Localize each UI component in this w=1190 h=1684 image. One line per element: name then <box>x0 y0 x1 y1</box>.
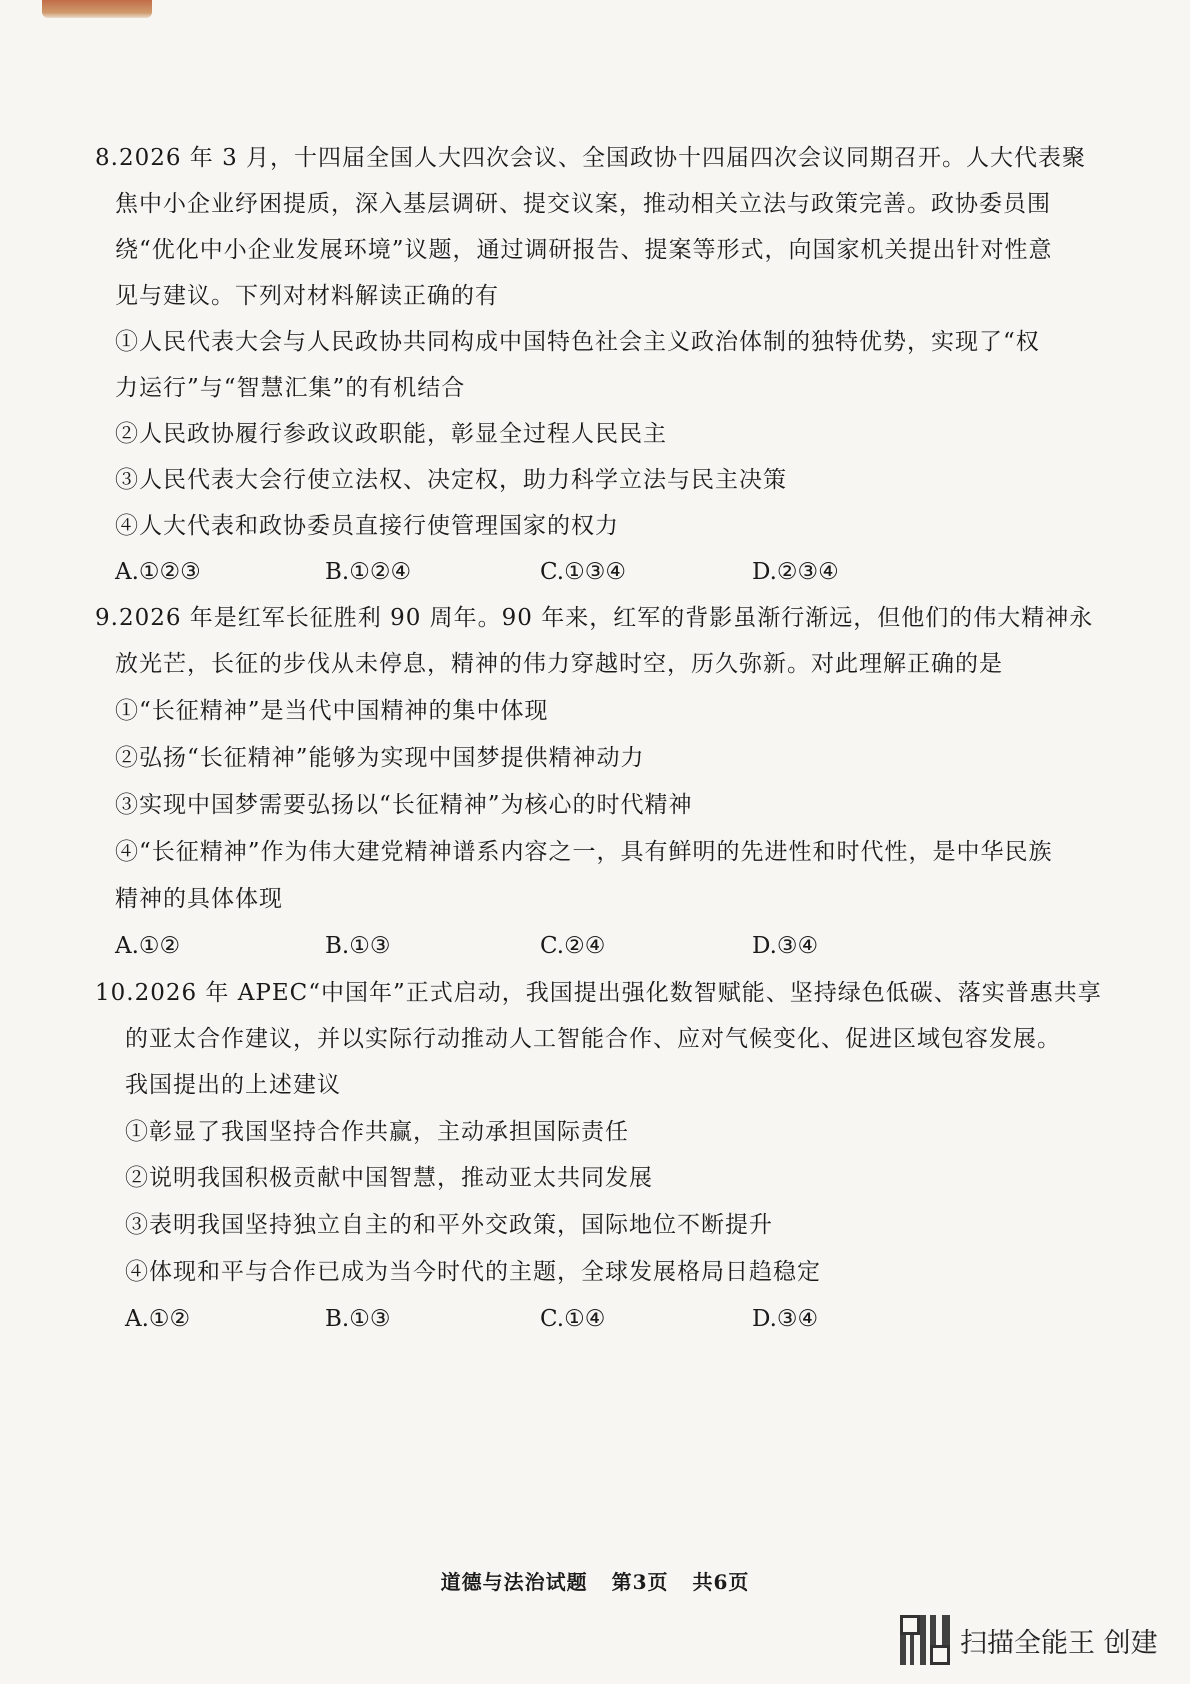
q8-statement-2: ②人民政协履行参政议政职能，彰显全过程人民民主 <box>115 421 667 447</box>
q8-stem-line-2: 焦中小企业纾困提质，深入基层调研、提交议案，推动相关立法与政策完善。政协委员围 <box>115 191 1051 217</box>
q9-statement-4: ④“长征精神”作为伟大建党精神谱系内容之一，具有鲜明的先进性和时代性，是中华民族 <box>115 839 1053 865</box>
q10-stem-line-1: 10.2026 年 APEC“中国年”正式启动，我国提出强化数智赋能、坚持绿色低碳、落实普惠共享 <box>95 980 1102 1006</box>
qr-code-icon <box>900 1615 950 1665</box>
footer-total-pages: 共6页 <box>692 1570 750 1594</box>
footer-page-number: 第3页 <box>611 1570 669 1594</box>
scanner-label: 扫描全能王 创建 <box>960 1627 1158 1659</box>
q8-statement-1-cont: 力运行”与“智慧汇集”的有机结合 <box>115 375 466 401</box>
q9-stem-line-1: 9.2026 年是红军长征胜利 90 周年。90 年来，红军的背影虽渐行渐远，但他们的伟大精神永 <box>95 605 1094 631</box>
q10-stem-line-3: 我国提出的上述建议 <box>125 1072 341 1098</box>
q8-statement-4: ④人大代表和政协委员直接行使管理国家的权力 <box>115 513 619 539</box>
footer-subject: 道德与法治试题 <box>440 1570 588 1594</box>
q10-choice-d: D.③④ <box>752 1306 819 1332</box>
q9-stem-line-2: 放光芒，长征的步伐从未停息，精神的伟力穿越时空，历久弥新。对此理解正确的是 <box>115 651 1003 677</box>
q9-choice-c: C.②④ <box>540 933 606 959</box>
q9-statement-3: ③实现中国梦需要弘扬以“长征精神”为核心的时代精神 <box>115 792 693 818</box>
q8-statement-3: ③人民代表大会行使立法权、决定权，助力科学立法与民主决策 <box>115 467 787 493</box>
q8-choice-a: A.①②③ <box>115 559 201 585</box>
q10-statement-1: ①彰显了我国坚持合作共赢，主动承担国际责任 <box>125 1119 629 1145</box>
q10-stem-line-2: 的亚太合作建议，并以实际行动推动人工智能合作、应对气候变化、促进区域包容发展。 <box>125 1026 1061 1052</box>
q10-statement-3: ③表明我国坚持独立自主的和平外交政策，国际地位不断提升 <box>125 1212 773 1238</box>
q10-statement-2: ②说明我国积极贡献中国智慧，推动亚太共同发展 <box>125 1165 653 1191</box>
q10-choice-a: A.①② <box>125 1306 191 1332</box>
q8-stem-line-4: 见与建议。下列对材料解读正确的有 <box>115 283 499 309</box>
q8-stem-line-3: 绕“优化中小企业发展环境”议题，通过调研报告、提案等形式，向国家机关提出针对性意 <box>115 237 1053 263</box>
q9-statement-2: ②弘扬“长征精神”能够为实现中国梦提供精神动力 <box>115 745 645 771</box>
q8-choice-d: D.②③④ <box>752 559 839 585</box>
q8-choice-c: C.①③④ <box>540 559 626 585</box>
q9-choice-d: D.③④ <box>752 933 819 959</box>
q8-statement-1: ①人民代表大会与人民政协共同构成中国特色社会主义政治体制的独特优势，实现了“权 <box>115 329 1040 355</box>
q10-statement-4: ④体现和平与合作已成为当今时代的主题，全球发展格局日趋稳定 <box>125 1259 821 1285</box>
q9-statement-4-cont: 精神的具体体现 <box>115 886 283 912</box>
q10-choice-c: C.①④ <box>540 1306 606 1332</box>
q8-stem-line-1: 8.2026 年 3 月，十四届全国人大四次会议、全国政协十四届四次会议同期召开。人大代表聚 <box>95 145 1087 171</box>
q9-choice-a: A.①② <box>115 933 181 959</box>
scanner-watermark <box>900 1615 1158 1665</box>
q9-choice-b: B.①③ <box>325 933 391 959</box>
q10-choice-b: B.①③ <box>325 1306 391 1332</box>
q9-statement-1: ①“长征精神”是当代中国精神的集中体现 <box>115 698 549 724</box>
q8-choice-b: B.①②④ <box>325 559 412 585</box>
page-footer <box>0 1566 1190 1595</box>
